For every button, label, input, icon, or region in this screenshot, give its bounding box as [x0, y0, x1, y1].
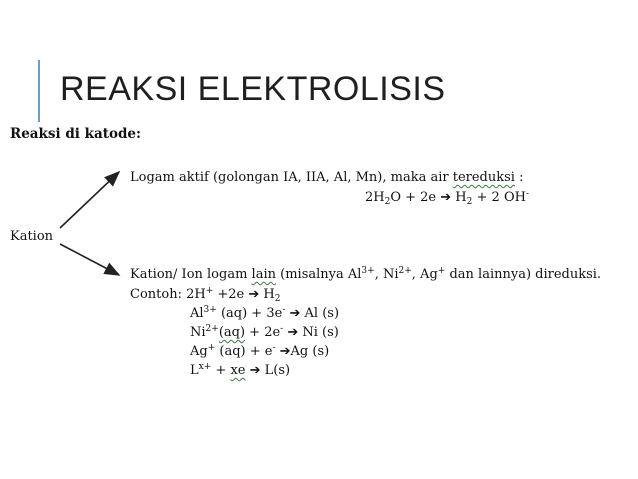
line1-text: Logam aktif (golongan IA, IIA, Al, Mn), maka air [130, 170, 453, 185]
eq1-part: 2H [365, 190, 385, 205]
ex1-sub: 2 [274, 294, 281, 304]
ex3-sup: 2+ [205, 324, 219, 334]
eq1-part: O + 2e [390, 190, 441, 205]
line2-sup: 2+ [398, 266, 412, 276]
arrow-down [60, 244, 119, 275]
reaction-arrow-icon: ➔ [248, 287, 260, 302]
slide-title: REAKSI ELEKTROLISIS [60, 70, 446, 108]
ex5-sup: x+ [198, 362, 212, 372]
reaction-arrow-icon: ➔ [440, 190, 452, 205]
reaction-arrow-icon: ➔ [245, 363, 261, 378]
ex5-xe: xe [230, 363, 246, 378]
line2-sup: 3+ [361, 266, 375, 276]
ex3-aq: (aq) [218, 325, 246, 340]
kation-label: Kation [10, 229, 54, 244]
ex4-part: (aq) + e [215, 344, 273, 359]
eq1-sub: 2 [466, 197, 473, 207]
ex3-sup: - [280, 324, 284, 334]
heading: Reaksi di katode: [10, 126, 141, 142]
ex4-part: Ag (s) [290, 344, 330, 359]
example-general [190, 362, 290, 378]
reaction-arrow-icon: ➔ [283, 325, 299, 340]
ex2-sup: 3+ [203, 305, 217, 315]
ex2-part: (aq) + 3e [216, 306, 283, 321]
reaction-arrow-icon: ➔ [285, 306, 301, 321]
line2-part: Kation/ Ion logam [130, 267, 252, 282]
ex2-sup: - [282, 305, 286, 315]
ex5-part: L [190, 363, 199, 378]
line1-colon: : [514, 170, 524, 185]
line2-part: , Ag [411, 267, 438, 282]
line2-part: dan lainnya) direduksi. [445, 267, 602, 282]
example-silver [190, 343, 329, 359]
line-active-metals [130, 170, 523, 185]
ex3-part: Ni [190, 325, 206, 340]
ex1-sup: + [205, 286, 214, 296]
equation-water-reduction [365, 189, 529, 207]
eq1-sub: 2 [384, 197, 391, 207]
ex3-part: + 2e [245, 325, 281, 340]
eq1-sup: - [525, 189, 529, 199]
ex5-part: L(s) [260, 363, 291, 378]
ex5-part: + [211, 363, 231, 378]
ex4-sup: - [272, 343, 276, 353]
line-other-ions [130, 266, 601, 282]
ex1-part: 2H [186, 287, 206, 302]
ex1-part: H [259, 287, 275, 302]
contoh-label: Contoh: [130, 287, 187, 302]
eq1-part: + 2 OH [472, 190, 526, 205]
example-aluminium [190, 305, 339, 321]
line2-lain: lain [251, 267, 276, 282]
arrow-up [60, 172, 119, 228]
ex1-part: +2e [213, 287, 249, 302]
ex2-part: Al [190, 306, 204, 321]
line2-part: , Ni [374, 267, 399, 282]
line2-part: (misalnya Al [276, 267, 362, 282]
line2-sup: + [437, 266, 446, 276]
example-hydrogen [130, 286, 281, 304]
eq1-part: H [451, 190, 467, 205]
reaction-arrow-icon: ➔ [275, 344, 291, 359]
ex2-part: Al (s) [300, 306, 340, 321]
ex3-part: Ni (s) [298, 325, 339, 340]
ex4-sup: + [207, 343, 216, 353]
line1-tereduksi: tereduksi [452, 170, 515, 185]
example-nickel [190, 324, 339, 340]
ex4-part: Ag [190, 344, 208, 359]
